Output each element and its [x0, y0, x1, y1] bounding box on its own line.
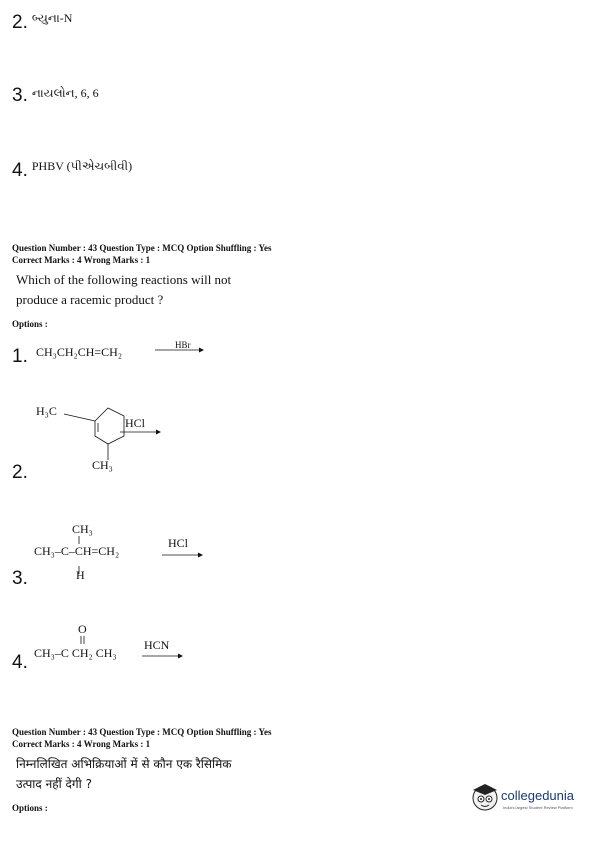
prev-option-4 [12, 154, 133, 181]
chem-formula: CH₃CH₂CH=CH₂ [36, 345, 122, 359]
question-text-hindi [16, 754, 232, 794]
double-bond [78, 636, 88, 646]
reagent-label: HCN [144, 638, 170, 652]
option-number: 2. [12, 12, 28, 33]
question-meta-line: Question Number : 43 Question Type : MCQ Option Shuffling : Yes [12, 727, 272, 737]
reaction-arrow [142, 652, 184, 660]
chem-substituent: CH₃ [72, 522, 93, 536]
carbonyl-oxygen: O [78, 622, 87, 636]
option-number: 3. [12, 85, 28, 106]
option-number: 4. [12, 652, 28, 673]
option-text: બ્યુના-N [31, 11, 73, 25]
collegedunia-logo [470, 782, 590, 822]
option-number: 4. [12, 160, 28, 181]
reagent-label: HCl [125, 416, 146, 430]
methyl-label: CH₃ [92, 458, 113, 472]
logo-tagline: India's largest Student Review Platform [503, 805, 573, 810]
chem-substituent: H [76, 568, 85, 582]
question-meta [12, 242, 271, 266]
option-text: PHBV (પીએચબીવી) [31, 159, 133, 173]
question-meta-line: Question Number : 43 Question Type : MCQ Option Shuffling : Yes [12, 243, 272, 253]
reagent-label: HBr [175, 340, 191, 350]
option-4[interactable] [12, 622, 212, 682]
option-2[interactable] [12, 400, 212, 490]
reaction-arrow [120, 428, 162, 436]
question-meta [12, 726, 271, 750]
reaction-arrow [162, 551, 204, 559]
marks-line: Correct Marks : 4 Wrong Marks : 1 [12, 739, 151, 749]
option-number: 1. [12, 346, 28, 367]
prev-option-2 [12, 12, 72, 34]
option-3[interactable] [12, 518, 222, 588]
option-1[interactable] [12, 340, 232, 370]
question-text [16, 270, 231, 310]
options-label: Options : [12, 319, 48, 329]
chem-formula: CH₃–C CH₂ CH₃ [34, 646, 117, 660]
question-line: निम्नलिखित अभिक्रियाओं में से कौन एक रैसिमिक [16, 757, 232, 771]
options-label: Options : [12, 803, 48, 813]
question-line: produce a racemic product ? [16, 292, 164, 307]
option-number: 3. [12, 568, 28, 589]
reaction-arrow [155, 346, 205, 354]
prev-option-3 [12, 85, 99, 107]
option-number: 2. [12, 462, 28, 483]
option-text: નાયલોન, 6, 6 [31, 86, 99, 100]
methyl-label: H₃C [36, 404, 57, 418]
question-line: Which of the following reactions will not [16, 272, 232, 287]
logo-text: collegedunia [501, 788, 575, 803]
reagent-label: HCl [168, 536, 189, 550]
mascot-icon [470, 782, 500, 812]
chem-formula: CH₃–C–CH=CH₂ [34, 544, 120, 558]
question-line: उत्पाद नहीं देगी ? [16, 777, 92, 791]
marks-line: Correct Marks : 4 Wrong Marks : 1 [12, 255, 151, 265]
